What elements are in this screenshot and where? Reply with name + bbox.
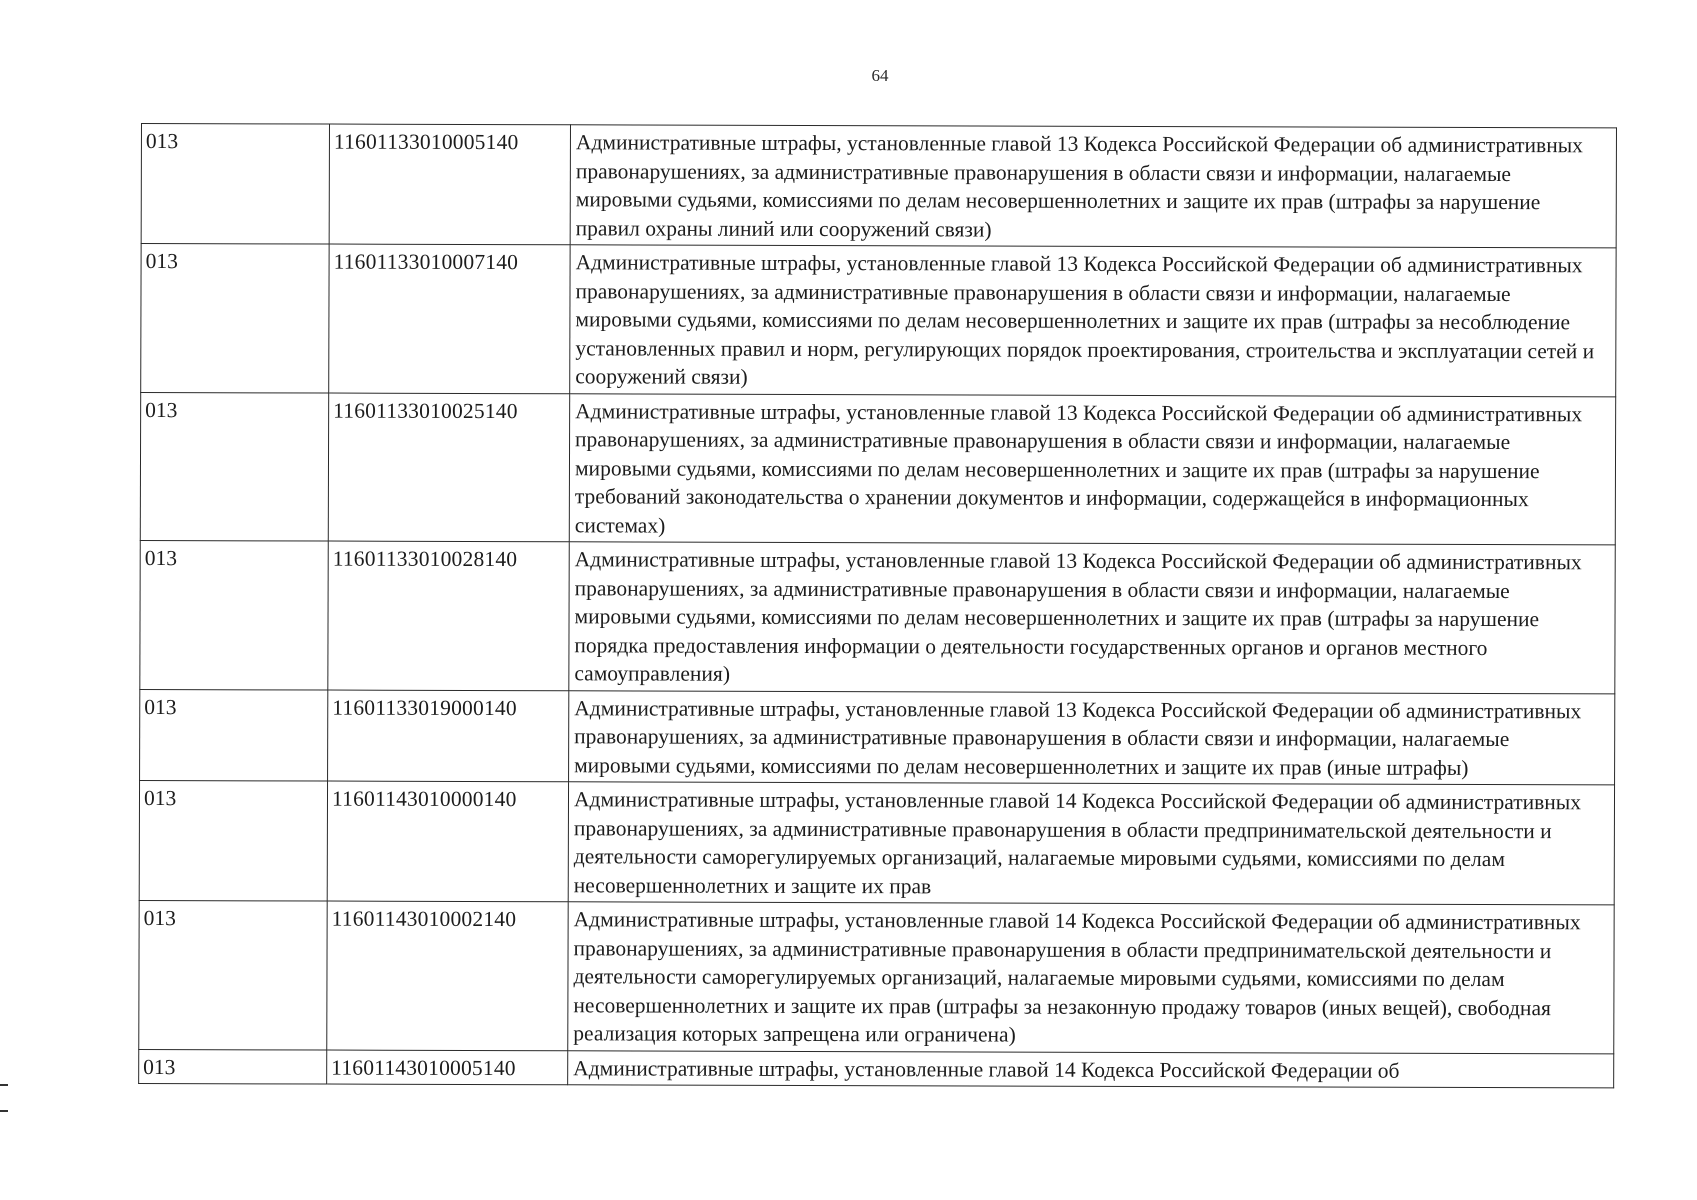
admin-code-cell: 013 [139, 900, 327, 1049]
revenue-name-cell: Административные штрафы, установленные главой 13 Кодекса Российской Федерации об административных правонарушениях, за административные правонарушения в области связи и информации, налагаемые мировыми судьями, комиссиями по делам несовершеннолетних и защите их прав (штрафы за несоблюдение установленных правил и норм, регулирующих порядок проектирования, строительства и эксплуатации сетей и сооружений связи) [570, 245, 1616, 397]
table-row [140, 540, 1615, 693]
table-row [139, 780, 1614, 904]
kbk-code-cell: 11601143010000140 [327, 781, 568, 902]
revenue-name-cell: Административные штрафы, установленные главой 13 Кодекса Российской Федерации об административных правонарушениях, за административные правонарушения в области связи и информации, налагаемые мировыми судьями, комиссиями по делам несовершеннолетних и защите их прав (штрафы за нарушение порядка предоставления информации о деятельности государственных органов и органов местного самоуправления) [569, 542, 1615, 694]
kbk-code-cell: 11601143010005140 [327, 1050, 568, 1085]
revenue-name-cell: Административные штрафы, установленные главой 13 Кодекса Российской Федерации об административных правонарушениях, за административные правонарушения в области связи и информации, налагаемые мировыми судьями, комиссиями по делам несовершеннолетних и защите их прав (штрафы за нарушение правил охраны линий или сооружений связи) [570, 125, 1616, 248]
revenue-name-cell: Административные штрафы, установленные главой 14 Кодекса Российской Федерации об административных правонарушениях, за административные правонарушения в области предпринимательской деятельности и деятельности саморегулируемых организаций, налагаемые мировыми судьями, комиссиями по делам несовершеннолетних и защите их прав (штрафы за незаконную продажу товаров (иных вещей), свободная реализация которых запрещена или ограничена) [568, 902, 1614, 1054]
revenue-name-cell: Административные штрафы, установленные главой 14 Кодекса Российской Федерации об административных правонарушениях, за административные правонарушения в области предпринимательской деятельности и деятельности саморегулируемых организаций, налагаемые мировыми судьями, комиссиями по делам несовершеннолетних и защите их прав [568, 782, 1614, 905]
page-number: 64 [871, 66, 889, 85]
scan-edge-mark [0, 1110, 8, 1112]
table-row [141, 244, 1616, 397]
table-row [141, 124, 1616, 248]
revenue-name-cell: Административные штрафы, установленные главой 13 Кодекса Российской Федерации об административных правонарушениях, за административные правонарушения в области связи и информации, налагаемые мировыми судьями, комиссиями по делам несовершеннолетних и защите их прав (иные штрафы) [569, 690, 1615, 785]
kbk-code-cell: 11601133010007140 [329, 244, 570, 393]
kbk-code-cell: 11601133010025140 [328, 393, 569, 542]
revenue-name-cell: Административные штрафы, установленные главой 14 Кодекса Российской Федерации об [568, 1050, 1614, 1088]
table-row [140, 392, 1615, 545]
admin-code-cell: 013 [141, 244, 329, 393]
admin-code-cell: 013 [140, 392, 328, 541]
scan-edge-mark [0, 1084, 8, 1086]
table-row [139, 900, 1614, 1053]
table-row [140, 689, 1615, 785]
kbk-code-cell: 11601133010028140 [328, 541, 569, 690]
admin-code-cell: 013 [140, 689, 328, 781]
kbk-table-container [138, 123, 1617, 1088]
kbk-code-cell: 11601133019000140 [328, 690, 569, 782]
admin-code-cell: 013 [140, 540, 328, 689]
admin-code-cell: 013 [139, 780, 327, 901]
admin-code-cell: 013 [139, 1049, 327, 1084]
revenue-name-cell: Административные штрафы, установленные главой 13 Кодекса Российской Федерации об административных правонарушениях, за административные правонарушения в области связи и информации, налагаемые мировыми судьями, комиссиями по делам несовершеннолетних и защите их прав (штрафы за нарушение требований законодательства о хранении документов и информации, содержащейся в информационных системах) [569, 393, 1615, 545]
kbk-table [138, 123, 1617, 1088]
kbk-code-cell: 11601143010002140 [327, 901, 568, 1050]
table-row [139, 1049, 1614, 1088]
admin-code-cell: 013 [141, 124, 329, 245]
kbk-code-cell: 11601133010005140 [329, 124, 570, 245]
